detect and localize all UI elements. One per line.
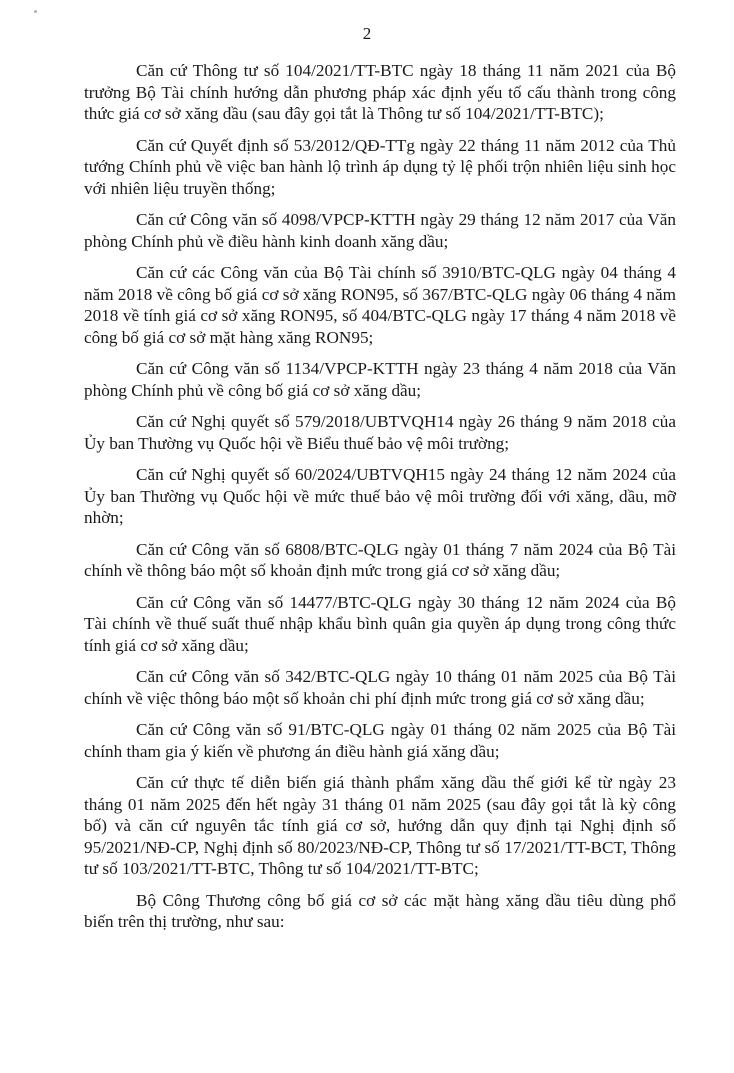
paragraph-resolution-60: Căn cứ Nghị quyết số 60/2024/UBTVQH15 ngày 24 tháng 12 năm 2024 của Ủy ban Thường vụ Quốc hội về mức thuế bảo vệ môi trường đối với xăng, dầu, mỡ nhờn; xyxy=(84,465,676,527)
paragraph-price-developments: Căn cứ thực tế diễn biến giá thành phẩm xăng dầu thế giới kể từ ngày 23 tháng 01 năm 2025 đến hết ngày 31 tháng 01 năm 2025 (sau đây gọi tắt là kỳ công bố) và căn cứ nguyên tắc tính giá cơ sở, hướng dẫn quy định tại Nghị định số 95/2021/NĐ-CP, Nghị định số 80/2023/NĐ-CP, Thông tư số 17/2021/TT-BCT, Thông tư số 103/2021/TT-BTC, Thông tư số 104/2021/TT-BTC; xyxy=(84,773,676,878)
paragraph-circular-104-2021: Căn cứ Thông tư số 104/2021/TT-BTC ngày 18 tháng 11 năm 2021 của Bộ trưởng Bộ Tài chính hướng dẫn phương pháp xác định yếu tố cấu thành trong công thức giá cơ sở xăng dầu (sau đây gọi tắt là Thông tư số 104/2021/TT-BTC); xyxy=(84,61,676,123)
paragraph-announcement: Bộ Công Thương công bố giá cơ sở các mặt hàng xăng dầu tiêu dùng phổ biến trên thị trường, như sau: xyxy=(84,890,676,931)
paragraph-dispatch-1134: Căn cứ Công văn số 1134/VPCP-KTTH ngày 23 tháng 4 năm 2018 của Văn phòng Chính phủ về công bố giá cơ sở xăng dầu; xyxy=(84,359,676,400)
paragraph-dispatch-91: Căn cứ Công văn số 91/BTC-QLG ngày 01 tháng 02 năm 2025 của Bộ Tài chính tham gia ý kiến về phương án điều hành giá xăng dầu; xyxy=(84,720,676,761)
paragraph-dispatch-342: Căn cứ Công văn số 342/BTC-QLG ngày 10 tháng 01 năm 2025 của Bộ Tài chính về việc thông báo một số khoản chi phí định mức trong giá cơ sở xăng dầu; xyxy=(84,667,676,708)
scan-mark xyxy=(34,10,37,13)
paragraph-dispatches-ron95: Căn cứ các Công văn của Bộ Tài chính số 3910/BTC-QLG ngày 04 tháng 4 năm 2018 về công bố giá cơ sở xăng RON95, số 367/BTC-QLG ngày 06 tháng 4 năm 2018 về tính giá cơ sở xăng RON95, số 404/BTC-QLG ngày 17 tháng 4 năm 2018 về công bố giá cơ sở mặt hàng xăng RON95; xyxy=(84,263,676,347)
document-body xyxy=(84,60,676,943)
page-number: 2 xyxy=(362,24,372,43)
paragraph-resolution-579: Căn cứ Nghị quyết số 579/2018/UBTVQH14 ngày 26 tháng 9 năm 2018 của Ủy ban Thường vụ Quốc hội về Biểu thuế bảo vệ môi trường; xyxy=(84,412,676,453)
paragraph-dispatch-14477: Căn cứ Công văn số 14477/BTC-QLG ngày 30 tháng 12 năm 2024 của Bộ Tài chính về thuế suất thuế nhập khẩu bình quân gia quyền áp dụng trong công thức tính giá cơ sở xăng dầu; xyxy=(84,592,676,655)
paragraph-dispatch-6808: Căn cứ Công văn số 6808/BTC-QLG ngày 01 tháng 7 năm 2024 của Bộ Tài chính về thông báo một số khoản định mức trong giá cơ sở xăng dầu; xyxy=(84,539,676,580)
paragraph-decision-53-2012: Căn cứ Quyết định số 53/2012/QĐ-TTg ngày 22 tháng 11 năm 2012 của Thủ tướng Chính phủ về việc ban hành lộ trình áp dụng tỷ lệ phối trộn nhiên liệu sinh học với nhiên liệu truyền thống; xyxy=(84,135,676,198)
paragraph-dispatch-4098: Căn cứ Công văn số 4098/VPCP-KTTH ngày 29 tháng 12 năm 2017 của Văn phòng Chính phủ về điều hành kinh doanh xăng dầu; xyxy=(84,210,676,251)
